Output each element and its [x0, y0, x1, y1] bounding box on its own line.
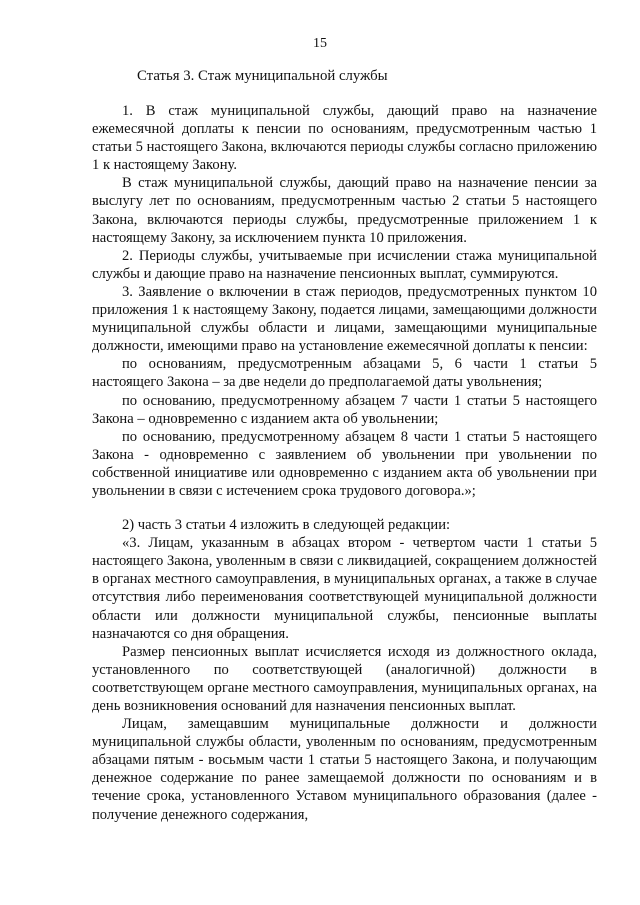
paragraph: 2. Периоды службы, учитываемые при исчислении стажа муниципальной службы и дающие право на назначение пенсионных выплат, суммируются.: [92, 247, 597, 282]
article-heading: Статья 3. Стаж муниципальной службы: [137, 68, 388, 84]
paragraph: В стаж муниципальной службы, дающий право на назначение пенсии за выслугу лет по основаниям, предусмотренным частью 2 статьи 5 настоящего Закона, включаются периоды службы, предусмотренные приложением 1 к настоящему Закону, за исключением пункта 10 приложения.: [92, 175, 597, 246]
paragraph: по основанию, предусмотренному абзацем 7 части 1 статьи 5 настоящего Закона – одновременно с изданием акта об увольнении;: [92, 392, 597, 427]
paragraph: «3. Лицам, указанным в абзацах втором - четвертом части 1 статьи 5 настоящего Закона, уволенным в связи с ликвидацией, сокращением должностей в органах местного самоуправления, в муниципальных органах, а также в случае отсутствия либо переименования соответствующей муниципальной должности области или должности муниципальной службы, пенсионные выплаты назначаются со дня обращения.: [92, 535, 597, 642]
paragraph: 2) часть 3 статьи 4 изложить в следующей редакции:: [122, 517, 451, 534]
paragraph: Размер пенсионных выплат исчисляется исходя из должностного оклада, установленного по соответствующей (аналогичной) должности в соответствующем органе местного самоуправления, муниципальных органах, на день возникновения оснований для назначения пенсионных выплат.: [92, 643, 597, 714]
paragraph: по основанию, предусмотренному абзацем 8 части 1 статьи 5 настоящего Закона - одновременно с заявлением об увольнении при увольнении по собственной инициативе или одновременно с изданием акта об увольнении при увольнении в связи с истечением срока трудового договора.»;: [92, 428, 597, 499]
page-number: 15: [313, 36, 327, 51]
paragraph: 3. Заявление о включении в стаж периодов, предусмотренных пунктом 10 приложения 1 к настоящему Закону, подается лицами, замещающими должности муниципальной службы области и лицами, замещающими муниципальные должности, имеющими право на установление ежемесячной доплаты к пенсии:: [92, 283, 597, 355]
body-text: [92, 102, 597, 824]
paragraph: Лицам, замещавшим муниципальные должности и должности муниципальной службы области, уволенным по основаниям, предусмотренным абзацами пятым - восьмым части 1 статьи 5 настоящего Закона, и получающим денежное содержание по ранее замещаемой должности по основаниям и в течение срока, установленного Уставом муниципального образования (далее - получение денежного содержания,: [92, 716, 597, 823]
paragraph: по основаниям, предусмотренным абзацами 5, 6 части 1 статьи 5 настоящего Закона – за две недели до предполагаемой даты увольнения;: [92, 356, 597, 391]
paragraph: 1. В стаж муниципальной службы, дающий право на назначение ежемесячной доплаты к пенсии по основаниям, предусмотренным частью 1 статьи 5 настоящего Закона, включаются периоды службы согласно приложению 1 к настоящему Закону.: [92, 103, 597, 174]
